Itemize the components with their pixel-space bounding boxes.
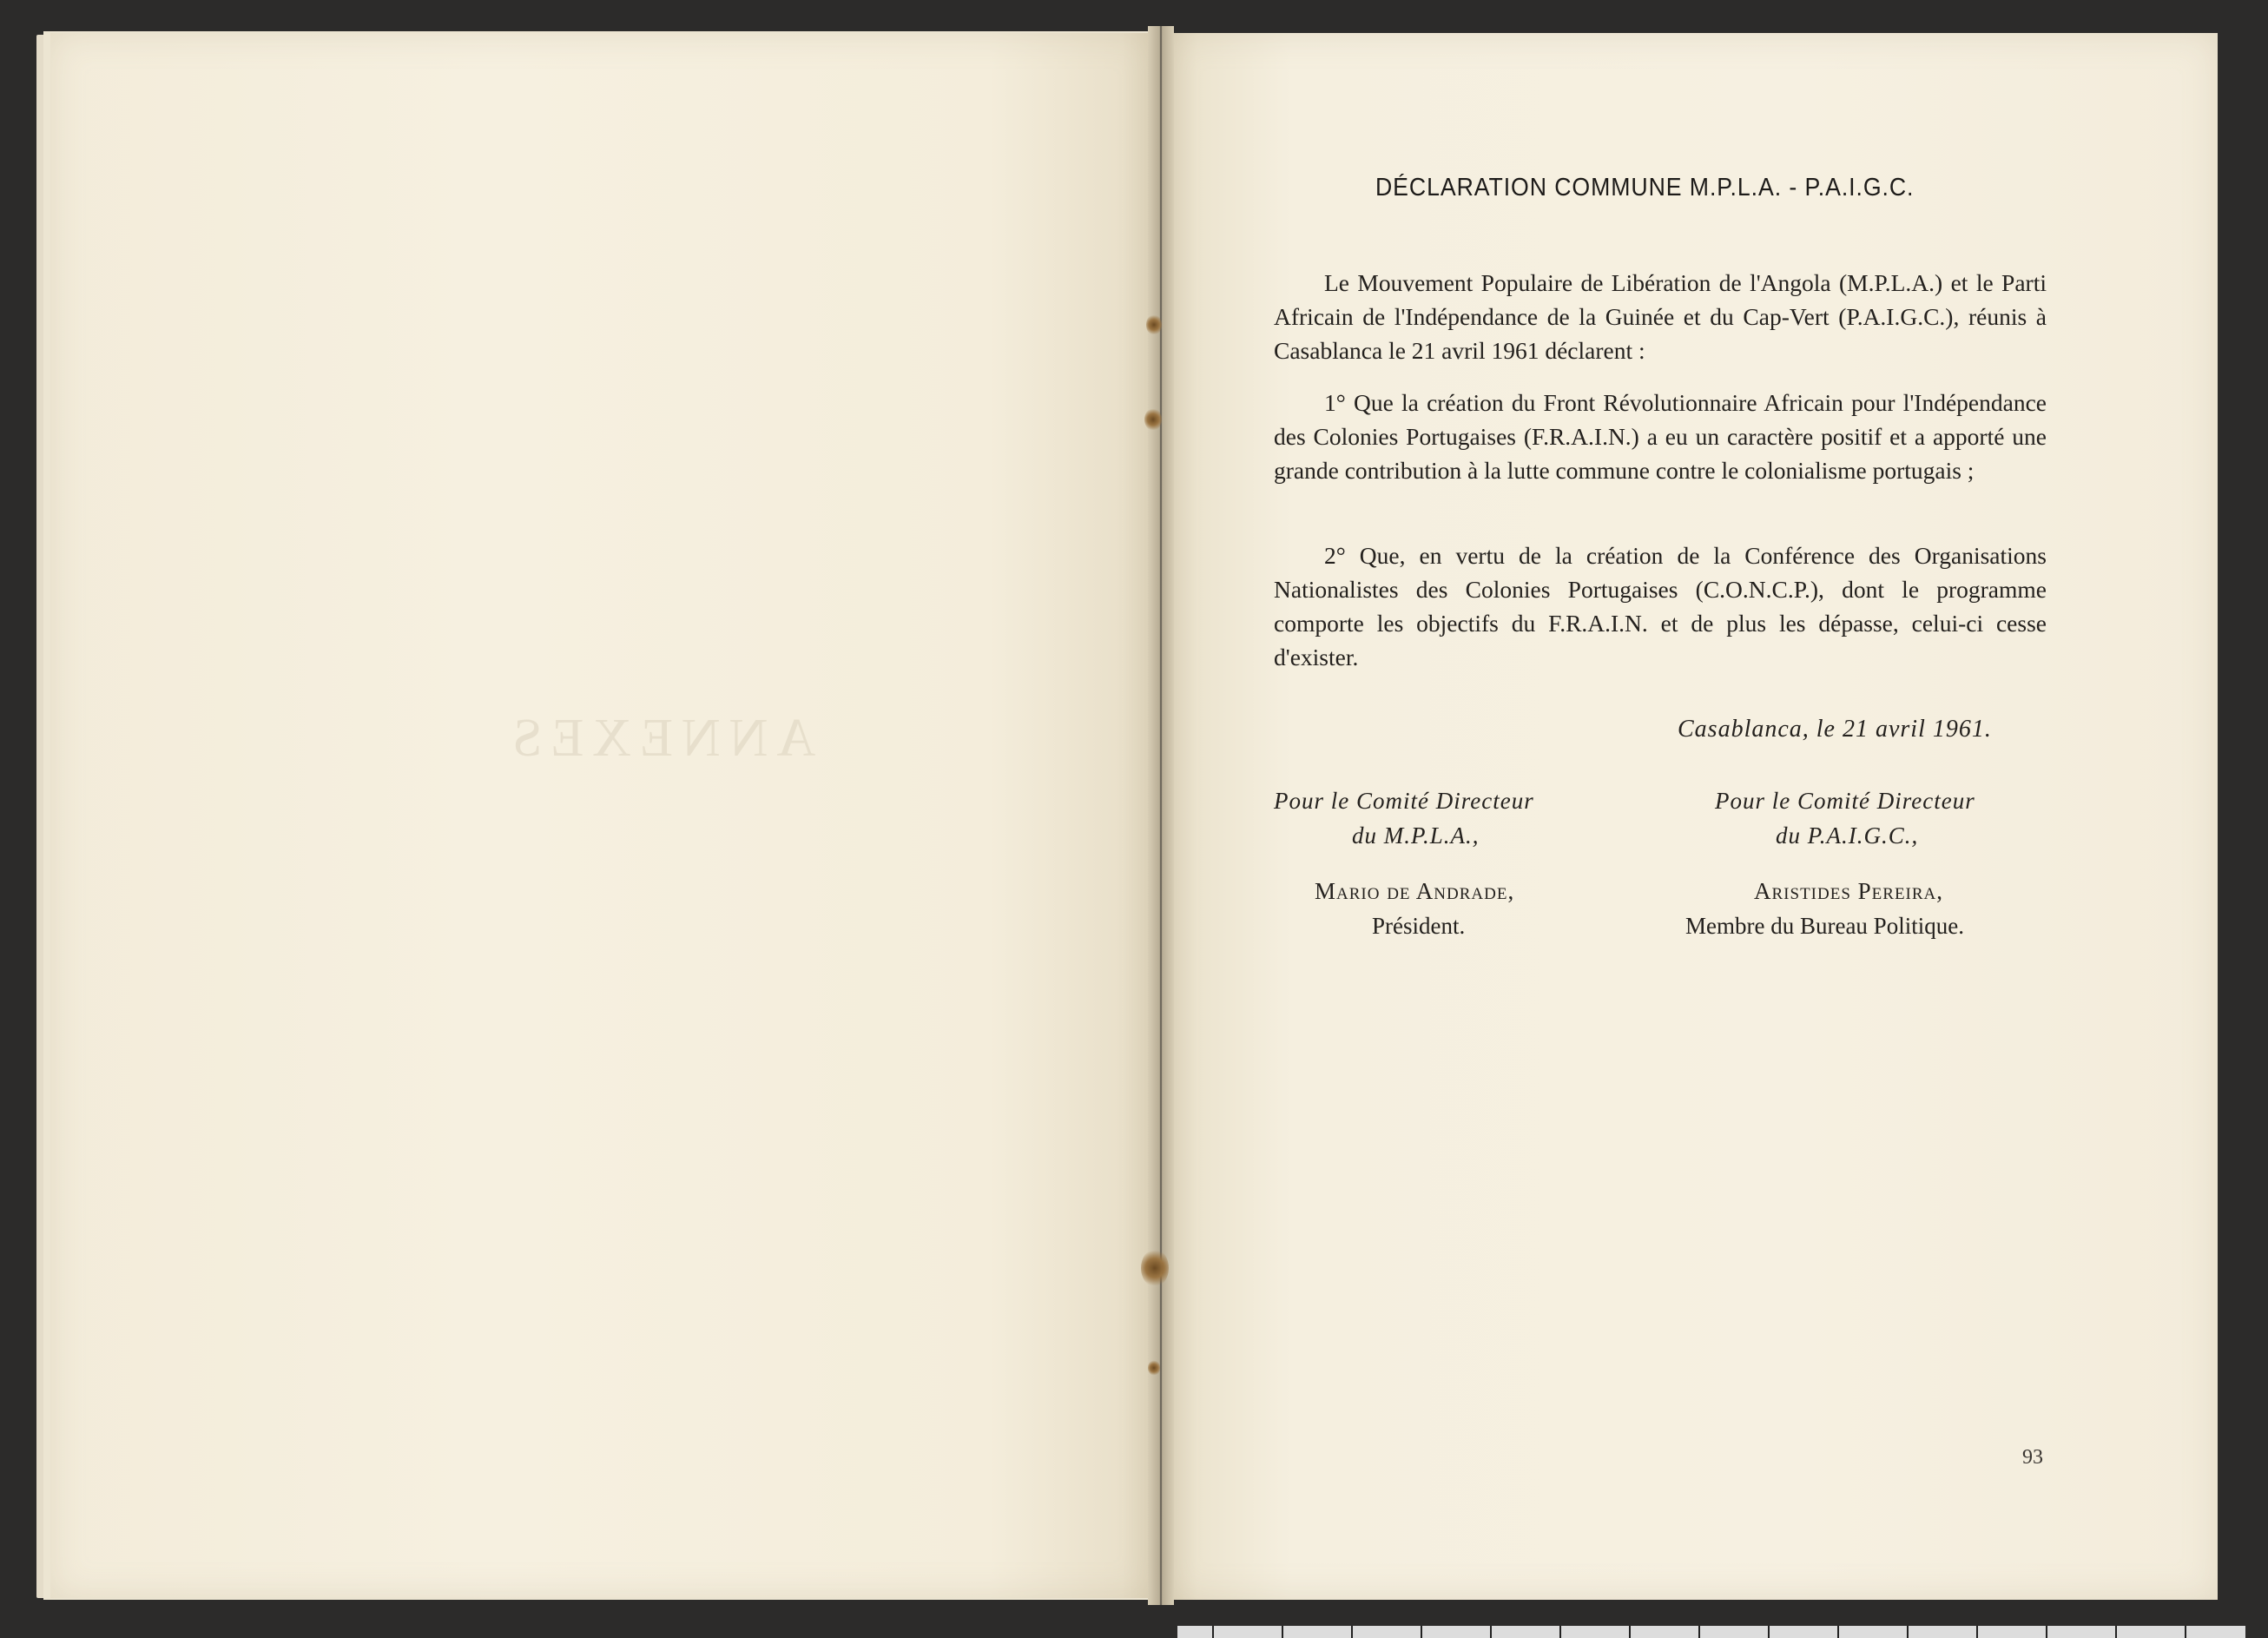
place-date-signoff: Casablanca, le 21 avril 1961. (1678, 716, 1992, 743)
signatory-right-line1-text: Pour le Comité Directeur (1715, 788, 1975, 814)
signatory-left-line1 (1274, 783, 1534, 818)
document-title: DÉCLARATION COMMUNE M.P.L.A. - P.A.I.G.C. (1375, 174, 1915, 201)
paragraph-intro: Le Mouvement Populaire de Libération de l'Angola (M.P.L.A.) et le Parti Africain de l'Indépendance de la Guinée et du Cap-Vert (P.A.I.G.C.), réunis à Casablanca le 21 avril 1961 déclarent : (1274, 269, 2047, 364)
paragraph-point-2: 2° Que, en vertu de la création de la Conférence des Organisations Nationalistes des Colonies Portugaises (C.O.N.C.P.), dont le programme comporte les objectifs du F.R.A.I.N. et de plus les dépasse, celui-ci cesse d'exister. (1274, 542, 2047, 670)
staple-rust-mark (1144, 408, 1162, 431)
signatory-right-line2-text: du P.A.I.G.C., (1776, 822, 1919, 849)
staple-rust-mark (1146, 314, 1162, 335)
signatory-left-role: Président. (1372, 913, 1466, 939)
scan-color-strip (1177, 1626, 2245, 1638)
signatory-left-line2-text: du M.P.L.A., (1352, 822, 1480, 849)
signatory-left-line2 (1352, 818, 1480, 853)
page-number: 93 (2022, 1446, 2043, 1469)
left-page (50, 33, 1155, 1598)
signatory-right-role: Membre du Bureau Politique. (1685, 913, 1964, 939)
paragraph-point-1: 1° Que la création du Front Révolutionnaire Africain pour l'Indépendance des Colonies Portugaises (F.R.A.I.N.) a eu un caractère positif et a apporté une grande contribution à la lutte commune contre le colonialisme portugais ; (1274, 389, 2047, 484)
staple-rust-mark (1148, 1360, 1160, 1376)
ghost-title-bleed: ANNEXES (504, 709, 816, 768)
signatory-right-line1 (1715, 783, 1975, 818)
signatory-right-name: Aristides Pereira, (1754, 878, 1944, 904)
signatory-left-line1-text: Pour le Comité Directeur (1274, 788, 1534, 814)
signatory-right-line2 (1776, 818, 1918, 853)
staple-rust-mark (1141, 1249, 1169, 1287)
signatory-left-name: Mario de Andrade, (1315, 878, 1515, 904)
